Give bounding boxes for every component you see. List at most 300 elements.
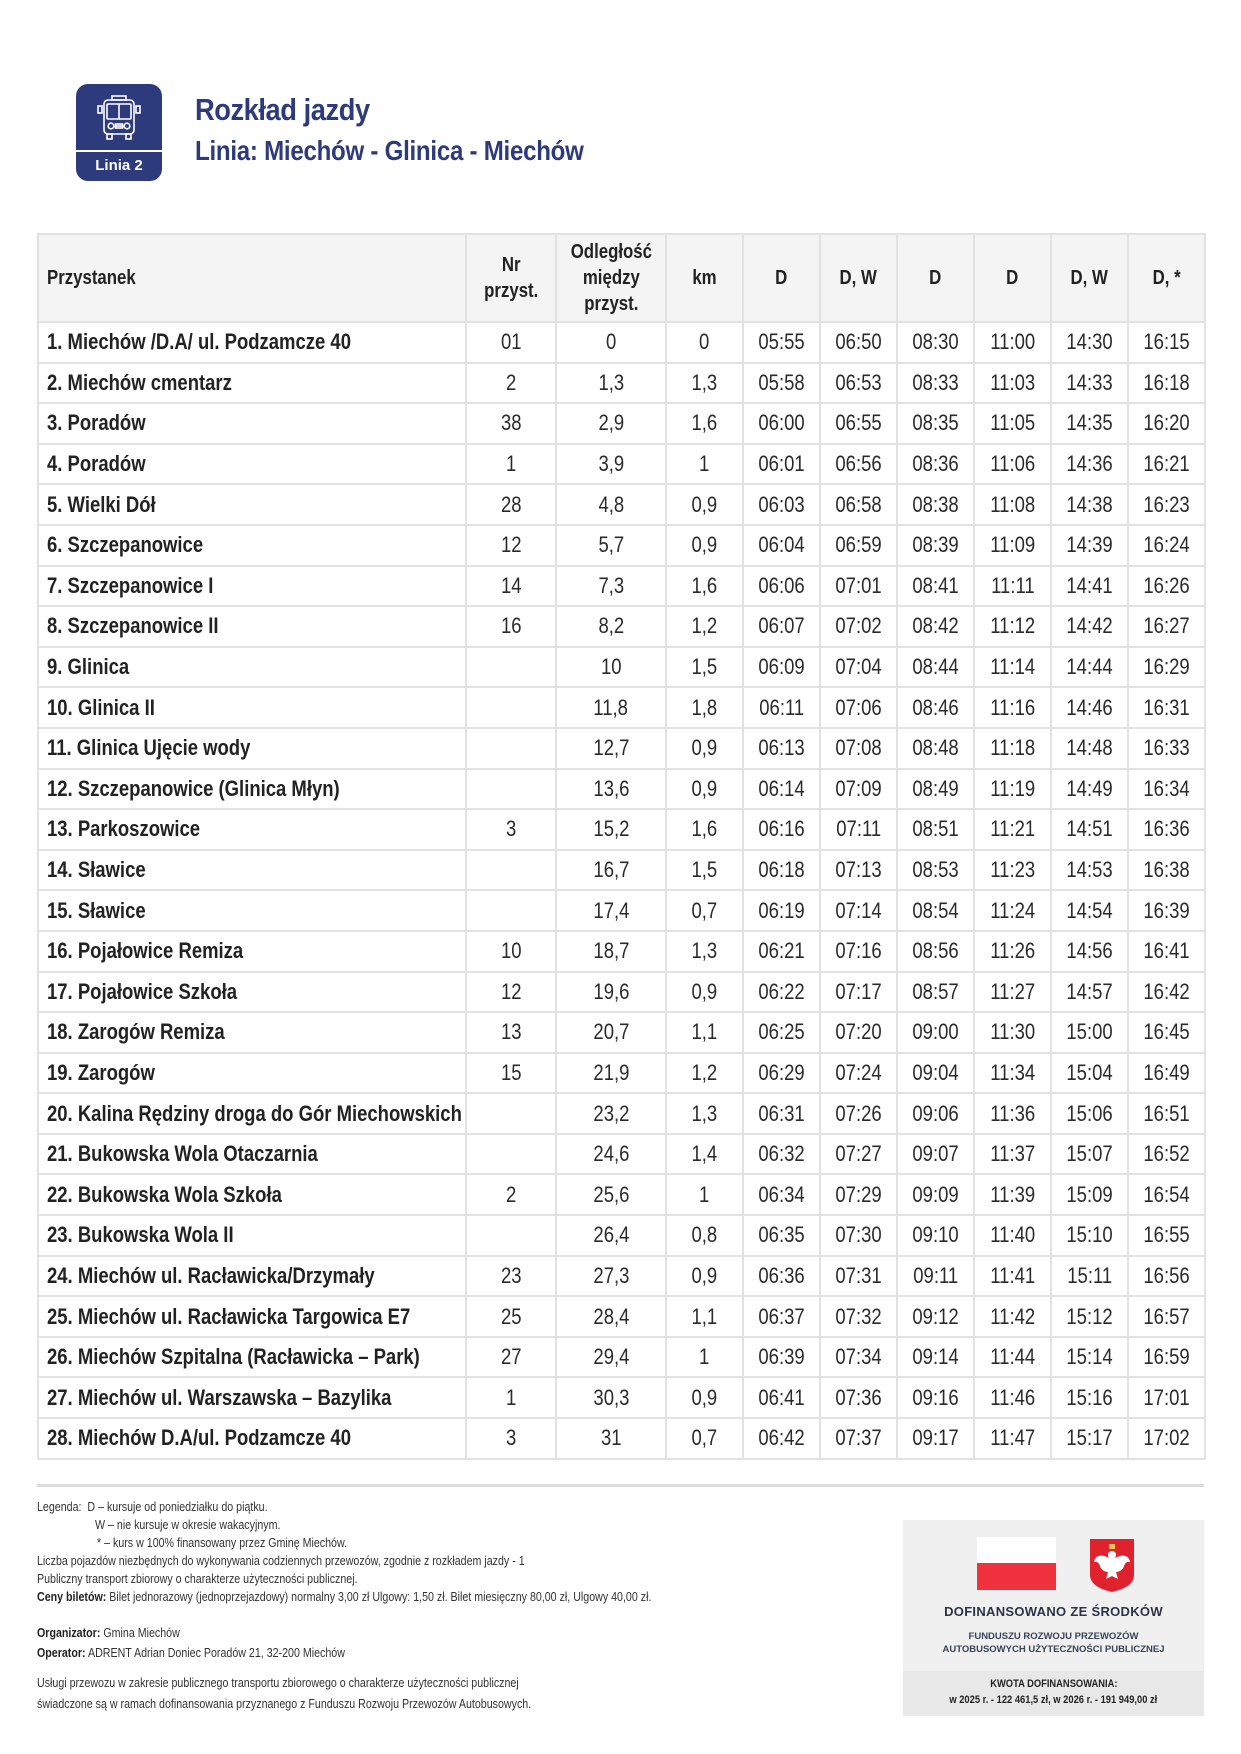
stop-number-cell: 12	[466, 525, 556, 566]
km-cell: 0,7	[666, 890, 743, 931]
departure-time-cell: 07:26	[820, 1093, 897, 1134]
km-cell: 1,1	[666, 1296, 743, 1337]
departure-time-cell: 11:42	[974, 1296, 1051, 1337]
departure-time-cell: 16:56	[1128, 1256, 1205, 1297]
departure-time-cell: 15:06	[1051, 1093, 1128, 1134]
departure-time-cell: 11:44	[974, 1337, 1051, 1378]
stop-name-cell: 21. Bukowska Wola Otaczarnia	[38, 1134, 466, 1175]
departure-time-cell: 16:18	[1128, 363, 1205, 404]
column-header-trip-6: D, *	[1128, 234, 1205, 322]
departure-time-cell: 07:04	[820, 647, 897, 688]
departure-time-cell: 11:08	[974, 484, 1051, 525]
departure-time-cell: 07:06	[820, 687, 897, 728]
departure-time-cell: 07:29	[820, 1174, 897, 1215]
stop-number-cell	[466, 890, 556, 931]
distance-cell: 28,4	[556, 1296, 666, 1337]
column-header-trip-2: D, W	[820, 234, 897, 322]
page-subtitle: Linia: Miechów - Glinica - Miechów	[195, 135, 584, 166]
stop-number-cell: 14	[466, 566, 556, 607]
departure-time-cell: 08:41	[897, 566, 974, 607]
departure-time-cell: 11:09	[974, 525, 1051, 566]
stop-number-cell: 23	[466, 1256, 556, 1297]
km-cell: 0,9	[666, 484, 743, 525]
stop-name-cell: 18. Zarogów Remiza	[38, 1012, 466, 1053]
table-row	[38, 1012, 1205, 1053]
fund-name: FUNDUSZU ROZWOJU PRZEWOZÓW AUTOBUSOWYCH UŻYTECZNOŚCI PUBLICZNEJ	[942, 1631, 1165, 1655]
departure-time-cell: 09:17	[897, 1418, 974, 1459]
table-row	[38, 525, 1205, 566]
departure-time-cell: 16:45	[1128, 1012, 1205, 1053]
stop-name-cell: 26. Miechów Szpitalna (Racławicka – Park)	[38, 1337, 466, 1378]
distance-cell: 15,2	[556, 809, 666, 850]
departure-time-cell: 11:21	[974, 809, 1051, 850]
departure-time-cell: 17:01	[1128, 1377, 1205, 1418]
organizer: Organizator: Gmina Miechów	[37, 1625, 180, 1640]
distance-cell: 1,3	[556, 363, 666, 404]
table-row	[38, 322, 1205, 363]
departure-time-cell: 11:30	[974, 1012, 1051, 1053]
departure-time-cell: 16:42	[1128, 972, 1205, 1013]
table-row	[38, 931, 1205, 972]
distance-cell: 23,2	[556, 1093, 666, 1134]
departure-time-cell: 16:51	[1128, 1093, 1205, 1134]
departure-time-cell: 09:00	[897, 1012, 974, 1053]
section-divider	[37, 1484, 1204, 1487]
departure-time-cell: 06:22	[743, 972, 820, 1013]
departure-time-cell: 05:55	[743, 322, 820, 363]
table-row	[38, 972, 1205, 1013]
stop-name-cell: 2. Miechów cmentarz	[38, 363, 466, 404]
departure-time-cell: 08:39	[897, 525, 974, 566]
departure-time-cell: 05:58	[743, 363, 820, 404]
km-cell: 1,4	[666, 1134, 743, 1175]
departure-time-cell: 06:00	[743, 403, 820, 444]
legend-line-w: W – nie kursuje w okresie wakacyjnym.	[95, 1517, 281, 1532]
departure-time-cell: 08:46	[897, 687, 974, 728]
km-cell: 1	[666, 444, 743, 485]
stop-number-cell	[466, 1134, 556, 1175]
departure-time-cell: 06:50	[820, 322, 897, 363]
departure-time-cell: 14:48	[1051, 728, 1128, 769]
stop-number-cell	[466, 1215, 556, 1256]
distance-cell: 10	[556, 647, 666, 688]
departure-time-cell: 14:57	[1051, 972, 1128, 1013]
departure-time-cell: 16:59	[1128, 1337, 1205, 1378]
stop-number-cell: 2	[466, 363, 556, 404]
departure-time-cell: 14:41	[1051, 566, 1128, 607]
funding-amount: KWOTA DOFINANSOWANIA: w 2025 r. - 122 461,5 zł, w 2026 r. - 191 949,00 zł	[949, 1678, 1158, 1706]
departure-time-cell: 14:46	[1051, 687, 1128, 728]
departure-time-cell: 15:16	[1051, 1377, 1128, 1418]
poland-flag-icon	[977, 1537, 1056, 1590]
departure-time-cell: 11:24	[974, 890, 1051, 931]
departure-time-cell: 14:53	[1051, 850, 1128, 891]
departure-time-cell: 11:19	[974, 769, 1051, 810]
departure-time-cell: 15:00	[1051, 1012, 1128, 1053]
departure-time-cell: 06:58	[820, 484, 897, 525]
departure-time-cell: 06:32	[743, 1134, 820, 1175]
distance-cell: 7,3	[556, 566, 666, 607]
departure-time-cell: 14:54	[1051, 890, 1128, 931]
distance-cell: 24,6	[556, 1134, 666, 1175]
departure-time-cell: 07:36	[820, 1377, 897, 1418]
departure-time-cell: 08:49	[897, 769, 974, 810]
departure-time-cell: 07:09	[820, 769, 897, 810]
table-row	[38, 403, 1205, 444]
stop-name-cell: 15. Sławice	[38, 890, 466, 931]
departure-time-cell: 06:29	[743, 1053, 820, 1094]
departure-time-cell: 11:27	[974, 972, 1051, 1013]
departure-time-cell: 15:09	[1051, 1174, 1128, 1215]
departure-time-cell: 06:37	[743, 1296, 820, 1337]
departure-time-cell: 09:09	[897, 1174, 974, 1215]
departure-time-cell: 09:07	[897, 1134, 974, 1175]
departure-time-cell: 15:14	[1051, 1337, 1128, 1378]
km-cell: 1,1	[666, 1012, 743, 1053]
departure-time-cell: 09:11	[897, 1256, 974, 1297]
departure-time-cell: 08:53	[897, 850, 974, 891]
departure-time-cell: 06:19	[743, 890, 820, 931]
table-row	[38, 1053, 1205, 1094]
distance-cell: 8,2	[556, 606, 666, 647]
departure-time-cell: 11:00	[974, 322, 1051, 363]
km-cell: 0,9	[666, 769, 743, 810]
departure-time-cell: 15:10	[1051, 1215, 1128, 1256]
table-row	[38, 809, 1205, 850]
departure-time-cell: 06:13	[743, 728, 820, 769]
stop-number-cell	[466, 687, 556, 728]
departure-time-cell: 14:38	[1051, 484, 1128, 525]
km-cell: 1,6	[666, 566, 743, 607]
column-header-km: km	[666, 234, 743, 322]
distance-cell: 13,6	[556, 769, 666, 810]
departure-time-cell: 07:24	[820, 1053, 897, 1094]
stop-number-cell: 15	[466, 1053, 556, 1094]
departure-time-cell: 06:14	[743, 769, 820, 810]
departure-time-cell: 11:26	[974, 931, 1051, 972]
stop-number-cell	[466, 850, 556, 891]
column-header-trip-3: D	[897, 234, 974, 322]
distance-cell: 18,7	[556, 931, 666, 972]
departure-time-cell: 06:16	[743, 809, 820, 850]
departure-time-cell: 07:17	[820, 972, 897, 1013]
departure-time-cell: 16:34	[1128, 769, 1205, 810]
departure-time-cell: 16:57	[1128, 1296, 1205, 1337]
departure-time-cell: 15:07	[1051, 1134, 1128, 1175]
departure-time-cell: 07:34	[820, 1337, 897, 1378]
stop-number-cell: 01	[466, 322, 556, 363]
distance-cell: 30,3	[556, 1377, 666, 1418]
departure-time-cell: 16:15	[1128, 322, 1205, 363]
km-cell: 1,5	[666, 647, 743, 688]
departure-time-cell: 14:44	[1051, 647, 1128, 688]
table-row	[38, 444, 1205, 485]
distance-cell: 3,9	[556, 444, 666, 485]
departure-time-cell: 09:04	[897, 1053, 974, 1094]
table-row	[38, 484, 1205, 525]
column-header-stop-number: Nr przyst.	[466, 234, 556, 322]
stop-number-cell: 2	[466, 1174, 556, 1215]
departure-time-cell: 14:30	[1051, 322, 1128, 363]
departure-time-cell: 09:16	[897, 1377, 974, 1418]
table-row	[38, 1134, 1205, 1175]
bus-icon	[94, 92, 144, 144]
departure-time-cell: 08:51	[897, 809, 974, 850]
legend-line-star: * – kurs w 100% finansowany przez Gminę Miechów.	[97, 1535, 348, 1550]
departure-time-cell: 08:56	[897, 931, 974, 972]
departure-time-cell: 07:14	[820, 890, 897, 931]
stop-name-cell: 12. Szczepanowice (Glinica Młyn)	[38, 769, 466, 810]
line-label: Linia 2	[95, 157, 143, 174]
departure-time-cell: 15:17	[1051, 1418, 1128, 1459]
departure-time-cell: 06:56	[820, 444, 897, 485]
departure-time-cell: 16:38	[1128, 850, 1205, 891]
ticket-prices: Ceny biletów: Bilet jednorazowy (jednoprzejazdowy) normalny 3,00 zł Ulgowy: 1,50 zł. Bilet miesięczny 80,00 zł, Ulgowy 40,00 zł.	[37, 1589, 652, 1604]
services-note-line2: świadczone są w ramach dofinansowania przyznanego z Funduszu Rozwoju Przewozów Autobusowych.	[37, 1696, 532, 1711]
km-cell: 1,5	[666, 850, 743, 891]
departure-time-cell: 07:32	[820, 1296, 897, 1337]
stop-number-cell: 10	[466, 931, 556, 972]
departure-time-cell: 08:54	[897, 890, 974, 931]
line-logo	[76, 84, 162, 181]
stop-name-cell: 17. Pojałowice Szkoła	[38, 972, 466, 1013]
table-row	[38, 850, 1205, 891]
departure-time-cell: 16:52	[1128, 1134, 1205, 1175]
stop-number-cell: 1	[466, 444, 556, 485]
table-row	[38, 1418, 1205, 1459]
legend-line-d: Legenda: D – kursuje od poniedziałku do piątku.	[37, 1499, 268, 1514]
stop-number-cell	[466, 769, 556, 810]
departure-time-cell: 07:02	[820, 606, 897, 647]
departure-time-cell: 06:07	[743, 606, 820, 647]
stop-name-cell: 14. Sławice	[38, 850, 466, 891]
departure-time-cell: 15:12	[1051, 1296, 1128, 1337]
departure-time-cell: 07:11	[820, 809, 897, 850]
stop-name-cell: 9. Glinica	[38, 647, 466, 688]
km-cell: 1,8	[666, 687, 743, 728]
departure-time-cell: 08:36	[897, 444, 974, 485]
departure-time-cell: 08:57	[897, 972, 974, 1013]
departure-time-cell: 06:41	[743, 1377, 820, 1418]
stop-name-cell: 5. Wielki Dół	[38, 484, 466, 525]
page-title: Rozkład jazdy	[195, 92, 370, 127]
departure-time-cell: 06:36	[743, 1256, 820, 1297]
distance-cell: 17,4	[556, 890, 666, 931]
public-transport-note: Publiczny transport zbiorowy o charakterze użyteczności publicznej.	[37, 1571, 358, 1586]
column-header-trip-1: D	[743, 234, 820, 322]
departure-time-cell: 16:24	[1128, 525, 1205, 566]
km-cell: 1,2	[666, 606, 743, 647]
departure-time-cell: 11:06	[974, 444, 1051, 485]
distance-cell: 12,7	[556, 728, 666, 769]
departure-time-cell: 14:35	[1051, 403, 1128, 444]
stop-name-cell: 13. Parkoszowice	[38, 809, 466, 850]
departure-time-cell: 08:44	[897, 647, 974, 688]
stop-number-cell: 28	[466, 484, 556, 525]
departure-time-cell: 14:56	[1051, 931, 1128, 972]
departure-time-cell: 11:40	[974, 1215, 1051, 1256]
departure-time-cell: 11:11	[974, 566, 1051, 607]
departure-time-cell: 07:37	[820, 1418, 897, 1459]
table-row	[38, 890, 1205, 931]
table-header-row	[38, 234, 1205, 322]
departure-time-cell: 08:48	[897, 728, 974, 769]
distance-cell: 4,8	[556, 484, 666, 525]
departure-time-cell: 16:21	[1128, 444, 1205, 485]
departure-time-cell: 14:39	[1051, 525, 1128, 566]
distance-cell: 21,9	[556, 1053, 666, 1094]
departure-time-cell: 16:49	[1128, 1053, 1205, 1094]
departure-time-cell: 06:31	[743, 1093, 820, 1134]
departure-time-cell: 16:41	[1128, 931, 1205, 972]
departure-time-cell: 11:03	[974, 363, 1051, 404]
km-cell: 0,9	[666, 1377, 743, 1418]
table-row	[38, 1215, 1205, 1256]
departure-time-cell: 17:02	[1128, 1418, 1205, 1459]
table-row	[38, 769, 1205, 810]
stop-name-cell: 20. Kalina Rędziny droga do Gór Miechowskich	[38, 1093, 466, 1134]
km-cell: 1,3	[666, 931, 743, 972]
stop-number-cell: 3	[466, 809, 556, 850]
stop-number-cell: 13	[466, 1012, 556, 1053]
distance-cell: 27,3	[556, 1256, 666, 1297]
departure-time-cell: 07:31	[820, 1256, 897, 1297]
km-cell: 1,6	[666, 809, 743, 850]
distance-cell: 16,7	[556, 850, 666, 891]
departure-time-cell: 06:21	[743, 931, 820, 972]
funding-headline: DOFINANSOWANO ZE ŚRODKÓW	[944, 1604, 1163, 1619]
departure-time-cell: 06:11	[743, 687, 820, 728]
distance-cell: 20,7	[556, 1012, 666, 1053]
departure-time-cell: 14:51	[1051, 809, 1128, 850]
departure-time-cell: 09:14	[897, 1337, 974, 1378]
stop-number-cell: 12	[466, 972, 556, 1013]
distance-cell: 31	[556, 1418, 666, 1459]
stop-name-cell: 19. Zarogów	[38, 1053, 466, 1094]
funding-badge	[903, 1520, 1204, 1716]
departure-time-cell: 06:01	[743, 444, 820, 485]
stop-number-cell: 38	[466, 403, 556, 444]
distance-cell: 19,6	[556, 972, 666, 1013]
departure-time-cell: 15:04	[1051, 1053, 1128, 1094]
departure-time-cell: 08:30	[897, 322, 974, 363]
departure-time-cell: 11:39	[974, 1174, 1051, 1215]
services-note-line1: Usługi przewozu w zakresie publicznego transportu zbiorowego o charakterze użyteczności publicznej	[37, 1675, 519, 1690]
departure-time-cell: 16:39	[1128, 890, 1205, 931]
departure-time-cell: 11:12	[974, 606, 1051, 647]
stop-name-cell: 11. Glinica Ujęcie wody	[38, 728, 466, 769]
departure-time-cell: 16:20	[1128, 403, 1205, 444]
departure-time-cell: 09:06	[897, 1093, 974, 1134]
departure-time-cell: 16:55	[1128, 1215, 1205, 1256]
departure-time-cell: 08:42	[897, 606, 974, 647]
departure-time-cell: 11:37	[974, 1134, 1051, 1175]
timetable-body	[38, 322, 1205, 1459]
departure-time-cell: 11:18	[974, 728, 1051, 769]
stop-name-cell: 23. Bukowska Wola II	[38, 1215, 466, 1256]
departure-time-cell: 06:25	[743, 1012, 820, 1053]
departure-time-cell: 06:04	[743, 525, 820, 566]
distance-cell: 11,8	[556, 687, 666, 728]
operator: Operator: ADRENT Adrian Doniec Poradów 21, 32-200 Miechów	[37, 1645, 345, 1660]
departure-time-cell: 11:36	[974, 1093, 1051, 1134]
departure-time-cell: 06:09	[743, 647, 820, 688]
departure-time-cell: 09:10	[897, 1215, 974, 1256]
km-cell: 0,9	[666, 728, 743, 769]
departure-time-cell: 06:55	[820, 403, 897, 444]
stop-name-cell: 1. Miechów /D.A/ ul. Podzamcze 40	[38, 322, 466, 363]
departure-time-cell: 06:34	[743, 1174, 820, 1215]
departure-time-cell: 11:05	[974, 403, 1051, 444]
km-cell: 1,3	[666, 1093, 743, 1134]
stop-name-cell: 3. Poradów	[38, 403, 466, 444]
departure-time-cell: 16:27	[1128, 606, 1205, 647]
table-row	[38, 1296, 1205, 1337]
stop-number-cell: 16	[466, 606, 556, 647]
stop-number-cell: 3	[466, 1418, 556, 1459]
km-cell: 0,7	[666, 1418, 743, 1459]
departure-time-cell: 09:12	[897, 1296, 974, 1337]
column-header-trip-4: D	[974, 234, 1051, 322]
distance-cell: 29,4	[556, 1337, 666, 1378]
stop-name-cell: 8. Szczepanowice II	[38, 606, 466, 647]
departure-time-cell: 06:42	[743, 1418, 820, 1459]
departure-time-cell: 16:29	[1128, 647, 1205, 688]
km-cell: 0	[666, 322, 743, 363]
departure-time-cell: 11:41	[974, 1256, 1051, 1297]
km-cell: 0,9	[666, 1256, 743, 1297]
column-header-distance-between: Odległość między przyst.	[556, 234, 666, 322]
vehicle-count-note: Liczba pojazdów niezbędnych do wykonywania codziennych przewozów, zgodnie z rozkładem jazdy - 1	[37, 1553, 525, 1568]
departure-time-cell: 06:53	[820, 363, 897, 404]
departure-time-cell: 16:23	[1128, 484, 1205, 525]
km-cell: 1,3	[666, 363, 743, 404]
km-cell: 0,9	[666, 525, 743, 566]
departure-time-cell: 11:23	[974, 850, 1051, 891]
stop-name-cell: 4. Poradów	[38, 444, 466, 485]
timetable	[37, 233, 1206, 1460]
stop-name-cell: 22. Bukowska Wola Szkoła	[38, 1174, 466, 1215]
departure-time-cell: 11:46	[974, 1377, 1051, 1418]
departure-time-cell: 11:34	[974, 1053, 1051, 1094]
departure-time-cell: 15:11	[1051, 1256, 1128, 1297]
departure-time-cell: 06:59	[820, 525, 897, 566]
stop-number-cell: 27	[466, 1337, 556, 1378]
table-row	[38, 647, 1205, 688]
distance-cell: 26,4	[556, 1215, 666, 1256]
stop-name-cell: 6. Szczepanowice	[38, 525, 466, 566]
km-cell: 0,9	[666, 972, 743, 1013]
stop-number-cell	[466, 1093, 556, 1134]
table-row	[38, 728, 1205, 769]
stop-name-cell: 28. Miechów D.A/ul. Podzamcze 40	[38, 1418, 466, 1459]
table-row	[38, 1174, 1205, 1215]
departure-time-cell: 06:18	[743, 850, 820, 891]
km-cell: 1,6	[666, 403, 743, 444]
km-cell: 0,8	[666, 1215, 743, 1256]
stop-number-cell	[466, 647, 556, 688]
stop-number-cell: 1	[466, 1377, 556, 1418]
stop-name-cell: 27. Miechów ul. Warszawska – Bazylika	[38, 1377, 466, 1418]
departure-time-cell: 07:01	[820, 566, 897, 607]
departure-time-cell: 06:39	[743, 1337, 820, 1378]
table-row	[38, 1337, 1205, 1378]
departure-time-cell: 07:30	[820, 1215, 897, 1256]
departure-time-cell: 08:35	[897, 403, 974, 444]
table-row	[38, 1093, 1205, 1134]
km-cell: 1,2	[666, 1053, 743, 1094]
table-row	[38, 606, 1205, 647]
